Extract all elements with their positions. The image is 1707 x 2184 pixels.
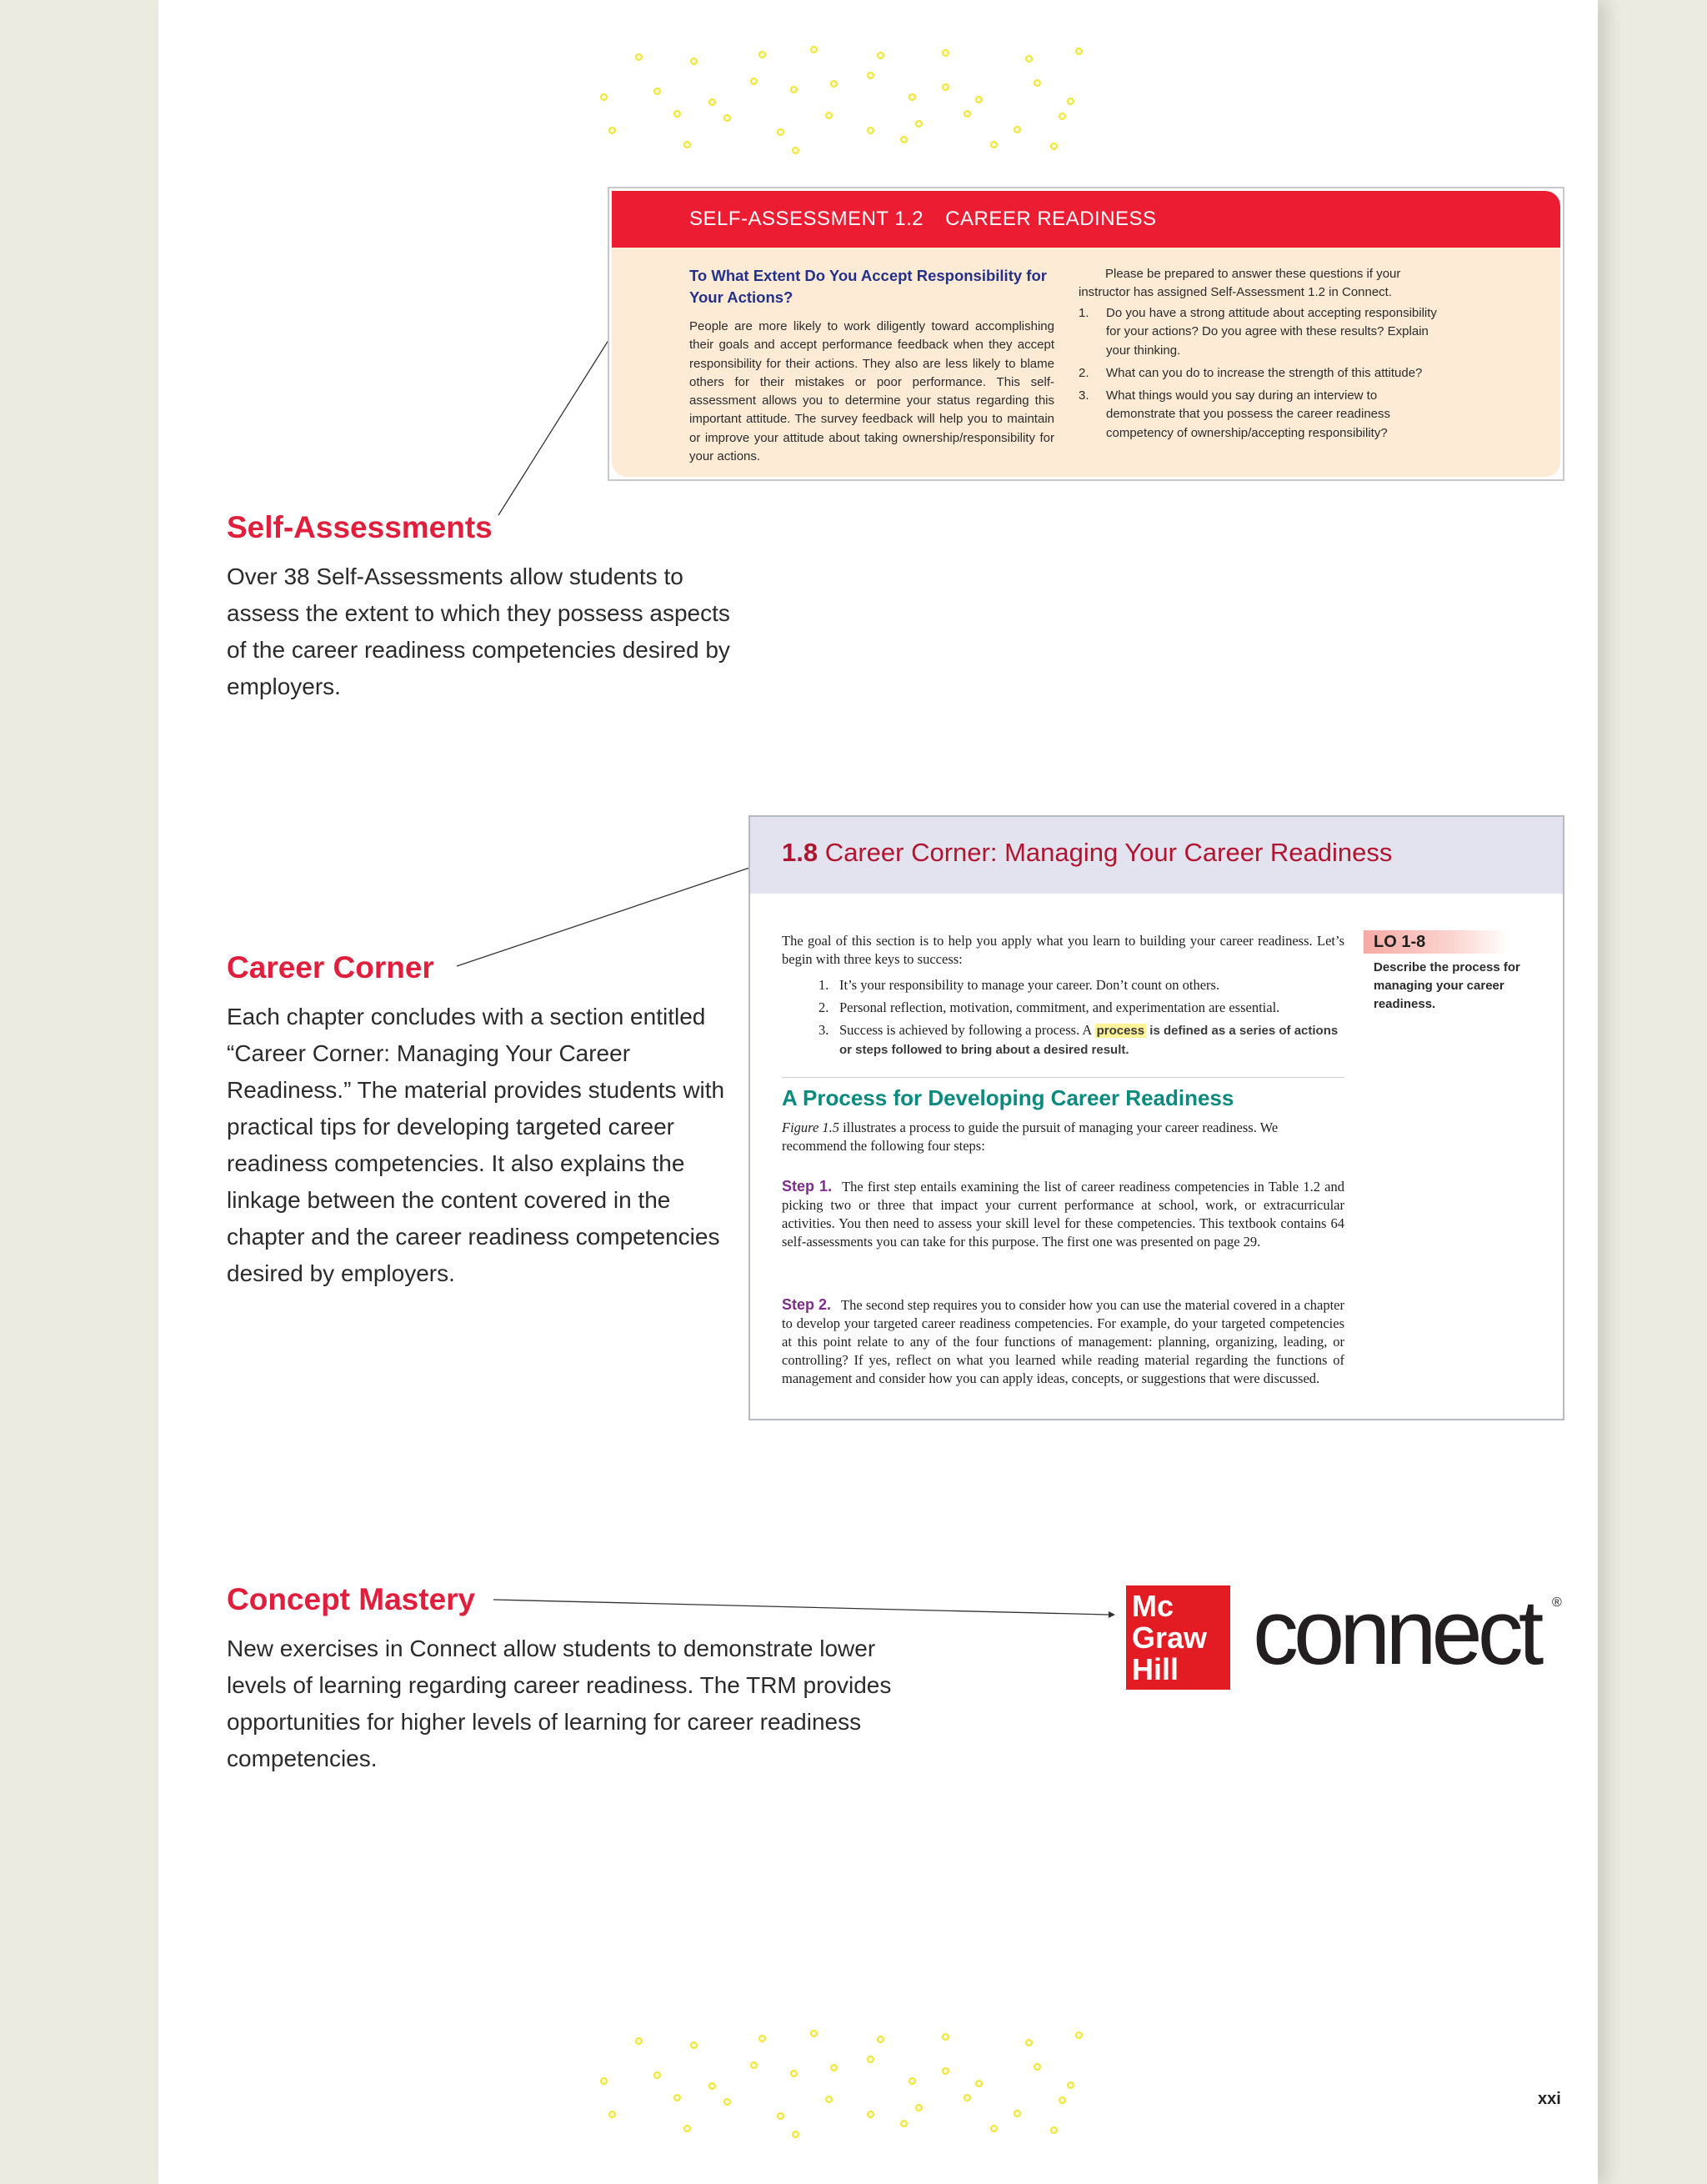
decorative-dot bbox=[900, 136, 908, 143]
list-text: What can you do to increase the strength of this attitude? bbox=[1106, 365, 1423, 380]
decorative-dot bbox=[790, 86, 798, 93]
decorative-dot bbox=[1025, 2039, 1033, 2046]
self-assessment-question: To What Extent Do You Accept Responsibility for Your Actions? bbox=[689, 267, 1047, 306]
decorative-dot bbox=[608, 2111, 616, 2118]
decorative-dot bbox=[683, 2125, 691, 2132]
text-line: “Career Corner: Managing Your Career bbox=[227, 1040, 631, 1066]
divider bbox=[782, 1077, 1344, 1078]
self-assessment-card bbox=[608, 187, 1564, 481]
career-corner-intro: The goal of this section is to help you apply what you learn to building your career readiness. Let’s begin with three keys to success: bbox=[782, 933, 1344, 967]
decorative-dot bbox=[867, 2111, 874, 2118]
decorative-dot bbox=[990, 2125, 998, 2132]
decorative-dot bbox=[777, 128, 784, 136]
decorative-dot bbox=[1014, 2110, 1021, 2117]
figure-reference: Figure 1.5 bbox=[782, 1120, 840, 1135]
registered-mark: ® bbox=[1552, 1595, 1562, 1610]
career-corner-title: Career Corner bbox=[227, 950, 434, 984]
decorative-dot bbox=[964, 110, 971, 118]
decorative-dot bbox=[825, 112, 833, 119]
step-2-paragraph bbox=[782, 1295, 1344, 1388]
list-number: 2. bbox=[818, 999, 829, 1015]
highlighted-term: process bbox=[1096, 1024, 1145, 1038]
decorative-dot bbox=[1034, 79, 1041, 87]
decorative-dot bbox=[1034, 2063, 1041, 2071]
list-number: 2. bbox=[1079, 365, 1089, 380]
decorative-dot bbox=[608, 127, 616, 134]
decorative-dot bbox=[635, 2037, 643, 2045]
career-corner-header bbox=[750, 817, 1563, 894]
decorative-dot bbox=[867, 72, 874, 79]
decorative-dot bbox=[900, 2120, 908, 2127]
decorative-dot bbox=[790, 2070, 798, 2077]
text-line: practical tips for developing targeted career bbox=[227, 1114, 674, 1140]
decorative-dot bbox=[777, 2112, 784, 2120]
career-corner-card bbox=[748, 815, 1564, 1420]
decorative-dot bbox=[909, 2077, 916, 2085]
text-line: levels of learning regarding career readiness. The TRM provides bbox=[227, 1672, 892, 1698]
list-text: Do you have a strong attitude about accepting responsibility for your actions? Do you agree with these results? Explain your thinking. bbox=[1106, 306, 1437, 358]
decorative-dot bbox=[600, 2077, 608, 2085]
decorative-dot bbox=[825, 2096, 833, 2103]
decorative-dot bbox=[975, 2080, 983, 2087]
logo-line: Mc bbox=[1132, 1589, 1174, 1623]
decorative-dot bbox=[1050, 143, 1058, 150]
text-line: competencies. bbox=[227, 1746, 378, 1771]
text-line: Over 38 Self-Assessments allow students to bbox=[227, 564, 683, 589]
concept-mastery-description bbox=[227, 1630, 891, 1777]
step-2-text: The second step requires you to consider how you can use the material covered in a chapter to develop your targeted career readiness competencies. For example, do your targeted competencies at this point relate to any of the four functions of management: planning, organizing, leading, or controlling? If yes, reflect on what you learned while reading material regarding the functions of management and consider how you can apply ideas, concepts, or suggestions that were discussed. bbox=[782, 1297, 1344, 1386]
text-line: Each chapter concludes with a section entitled bbox=[227, 1004, 706, 1029]
text-line: New exercises in Connect allow students to demonstrate lower bbox=[227, 1635, 876, 1661]
decorative-dot bbox=[942, 2033, 949, 2041]
text-line: linkage between the content covered in the bbox=[227, 1187, 671, 1213]
list-number: 3. bbox=[818, 1022, 829, 1038]
decorative-dot bbox=[653, 2071, 661, 2079]
section-heading: Career Corner: Managing Your Career Readiness bbox=[824, 838, 1393, 867]
decorative-dot bbox=[975, 96, 983, 103]
self-assessment-header-text bbox=[689, 208, 1157, 231]
keys-to-success-list bbox=[782, 976, 1344, 1064]
self-assessment-right-intro: Please be prepared to answer these questions if your instructor has assigned Self-Assessment 1.2 in Connect. bbox=[1079, 267, 1401, 300]
decorative-dot bbox=[690, 58, 698, 65]
decorative-dot bbox=[1050, 2126, 1058, 2134]
list-number: 1. bbox=[818, 977, 829, 993]
decorative-dot bbox=[990, 141, 998, 148]
term-definition: is defined as a series of actions or steps followed to bring about a desired result. bbox=[839, 1024, 1339, 1057]
decorative-dot bbox=[758, 51, 766, 58]
list-number: 3. bbox=[1079, 388, 1089, 403]
connect-wordmark: connect bbox=[1253, 1581, 1539, 1684]
decorative-dot bbox=[830, 2064, 838, 2071]
decorative-dot bbox=[750, 2061, 758, 2069]
list-text: It’s your responsibility to manage your career. Don’t count on others. bbox=[839, 977, 1220, 993]
decorative-dot bbox=[653, 88, 661, 95]
decorative-dot bbox=[673, 110, 681, 118]
list-item bbox=[782, 1021, 1344, 1059]
decorative-dot bbox=[758, 2035, 766, 2042]
decorative-dot bbox=[942, 2067, 949, 2075]
text-line: desired by employers. bbox=[227, 1260, 455, 1286]
decorative-dot bbox=[810, 46, 818, 53]
decorative-dot bbox=[683, 141, 691, 148]
self-assessments-title: Self-Assessments bbox=[227, 510, 493, 544]
text-line: opportunities for higher levels of learning for career readiness bbox=[227, 1709, 862, 1735]
list-text: Success is achieved by following a process. A bbox=[839, 1022, 1095, 1038]
decorative-dot bbox=[877, 52, 884, 59]
self-assessments-description bbox=[227, 559, 730, 705]
mcgraw-hill-logo bbox=[1126, 1585, 1230, 1690]
list-item bbox=[1079, 364, 1449, 383]
decorative-dot bbox=[942, 49, 949, 57]
learning-objective-description: Describe the process for managing your career readiness. bbox=[1374, 960, 1520, 1011]
list-item bbox=[782, 999, 1344, 1017]
decorative-dot bbox=[877, 2036, 884, 2043]
self-assessment-question-list bbox=[1079, 304, 1449, 447]
decorative-dot bbox=[708, 2082, 716, 2090]
decorative-dot bbox=[915, 2104, 923, 2111]
decorative-dot bbox=[867, 127, 874, 134]
concept-mastery-title: Concept Mastery bbox=[227, 1582, 476, 1616]
self-assessment-topic: CAREER READINESS bbox=[945, 208, 1157, 230]
text-line: employers. bbox=[227, 674, 341, 699]
step-2-label: Step 2. bbox=[782, 1296, 832, 1313]
self-assessment-header bbox=[612, 191, 1560, 248]
decorative-dot bbox=[600, 93, 608, 101]
page-number: xxi bbox=[1538, 2090, 1561, 2108]
decorative-dots-bottom bbox=[583, 2027, 1075, 2136]
text-line: Readiness.” The material provides students with bbox=[227, 1077, 725, 1103]
text-line: assess the extent to which they possess aspects bbox=[227, 600, 730, 626]
decorative-dot bbox=[690, 2041, 698, 2049]
step-1-text: The first step entails examining the list of career readiness competencies in Table 1.2 and picking two or three that impact your current performance at school, work, or extracurricular activities. You then need to assess your skill level for these competencies. This textbook contains 64 self-assessments you can take for this purpose. The first one was presented on page 29. bbox=[782, 1179, 1344, 1250]
learning-objective-label: LO 1-8 bbox=[1374, 933, 1426, 951]
logo-line: Graw bbox=[1132, 1620, 1208, 1655]
list-number: 1. bbox=[1079, 306, 1089, 320]
career-corner-subheading: A Process for Developing Career Readiness bbox=[782, 1085, 1234, 1110]
text-line: readiness competencies. It also explains the bbox=[227, 1150, 685, 1176]
decorative-dot bbox=[1059, 2096, 1066, 2104]
decorative-dot bbox=[723, 114, 731, 122]
decorative-dot bbox=[635, 53, 643, 61]
step-1-label: Step 1. bbox=[782, 1178, 833, 1195]
text-line: of the career readiness competencies desired by bbox=[227, 637, 730, 663]
decorative-dot bbox=[909, 93, 916, 101]
decorative-dot bbox=[915, 120, 923, 128]
self-assessment-body: People are more likely to work diligently toward accomplishing their goals and accept performance feedback when they accept responsibility for their actions. They also are less likely to blame others for their mistakes or poor performance. This self-assessment allows you to determine your status regarding this important attitude. The survey feedback will help you to maintain or improve your attitude about taking ownership/responsibility for your actions. bbox=[689, 319, 1054, 464]
list-text: Personal reflection, motivation, commitment, and experimentation are essential. bbox=[839, 999, 1280, 1015]
logo-line: Hill bbox=[1132, 1652, 1179, 1686]
figure-reference-paragraph bbox=[782, 1119, 1344, 1155]
decorative-dot bbox=[1067, 98, 1074, 105]
decorative-dot bbox=[723, 2098, 731, 2106]
list-item bbox=[782, 976, 1344, 994]
figure-text: illustrates a process to guide the pursuit of managing your career readiness. We recommend the following four steps: bbox=[782, 1120, 1279, 1154]
decorative-dot bbox=[830, 80, 838, 88]
decorative-dot bbox=[1025, 55, 1033, 63]
decorative-dot bbox=[708, 98, 716, 106]
self-assessment-panel bbox=[612, 191, 1560, 477]
list-item bbox=[1079, 304, 1449, 360]
decorative-dot bbox=[942, 83, 949, 91]
self-assessment-label: SELF-ASSESSMENT 1.2 bbox=[689, 208, 924, 230]
decorative-dot bbox=[810, 2030, 818, 2037]
decorative-dots-top bbox=[583, 43, 1075, 152]
section-number: 1.8 bbox=[782, 838, 818, 867]
decorative-dot bbox=[1059, 113, 1066, 120]
list-item bbox=[1079, 387, 1449, 443]
decorative-dot bbox=[750, 78, 758, 85]
career-corner-heading bbox=[782, 838, 1392, 868]
decorative-dot bbox=[964, 2094, 971, 2101]
text-line: chapter and the career readiness competencies bbox=[227, 1224, 720, 1250]
decorative-dot bbox=[1014, 126, 1021, 133]
career-corner-description bbox=[227, 999, 724, 1292]
decorative-dot bbox=[673, 2094, 681, 2101]
step-1-paragraph bbox=[782, 1177, 1344, 1251]
learning-objective-tag bbox=[1364, 930, 1509, 954]
list-text: What things would you say during an interview to demonstrate that you possess the career readiness competency of ownership/accepting responsibility? bbox=[1106, 388, 1391, 440]
decorative-dot bbox=[867, 2056, 874, 2063]
decorative-dot bbox=[1067, 2081, 1074, 2089]
